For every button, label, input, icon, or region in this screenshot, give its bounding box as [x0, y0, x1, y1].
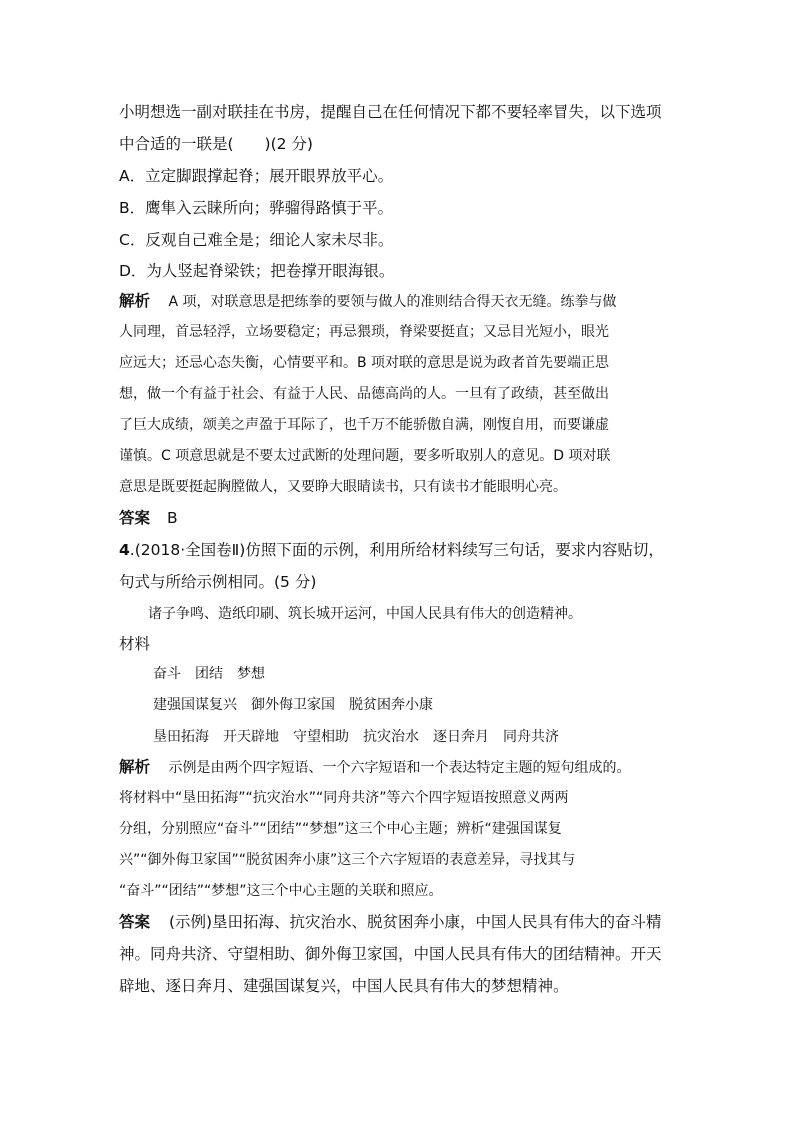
q4-analysis-line-2: 将材料中“垦田拓海”“抗灾治水”“同舟共济”等六个四字短语按照意义两两: [119, 790, 569, 806]
q4-stem-text-1: .(2018·全国卷Ⅱ)仿照下面的示例，利用所给材料续写三句话，要求内容贴切，: [129, 541, 664, 559]
q3-analysis-line-1: [119, 291, 617, 312]
q4-answer-line-3: 辟地、逐日奔月、建强国谋复兴，中国人民具有伟大的梦想精神。: [119, 977, 569, 995]
q3-answer-label: 答案: [119, 509, 151, 527]
q3-analysis-line-4: 想，做一个有益于社会、有益于人民、品德高尚的人。一旦有了政绩，甚至做出: [119, 386, 609, 402]
q3-option-b: B．鹰隼入云睐所向；骅骝得路慎于平。: [119, 199, 394, 217]
q3-analysis-text-1: A 项，对联意思是把练拳的要领与做人的准则结合得天衣无缝。练拳与做: [168, 294, 617, 310]
q3-stem-line-1: 小明想选一副对联挂在书房，提醒自己在任何情况下都不要轻率冒失，以下选项: [119, 103, 662, 121]
q4-analysis-line-5: “奋斗”“团结”“梦想”这三个中心主题的关联和照应。: [119, 883, 443, 899]
q4-stem-line-2: 句式与所给示例相同。(5 分): [119, 573, 317, 591]
q4-analysis-line-1: [119, 757, 630, 778]
q4-material-line-2: 建强国谋复兴 御外侮卫家国 脱贫困奔小康: [153, 697, 433, 713]
q3-answer-value: B: [166, 509, 178, 527]
q4-material-line-1: 奋斗 团结 梦想: [153, 666, 265, 682]
q4-analysis-line-4: 兴”“御外侮卫家国”“脱贫困奔小康”这三个六字短语的表意差异，寻找其与: [119, 852, 576, 868]
q4-analysis-text-1: 示例是由两个四字短语、一个六字短语和一个表达特定主题的短句组成的。: [168, 760, 631, 776]
q4-analysis-label: 解析: [119, 758, 151, 776]
q4-answer-text-1: (示例)垦田拓海、抗灾治水、脱贫困奔小康，中国人民具有伟大的奋斗精: [168, 913, 662, 931]
q3-analysis-label: 解析: [119, 292, 151, 310]
q3-analysis-line-5: 了巨大成绩，颂美之声盈于耳际了，也千万不能骄傲自满，刚愎自用，而要谦虚: [119, 417, 609, 433]
q4-number: 4: [119, 541, 130, 559]
q4-material-label: 材料: [119, 635, 151, 653]
q3-analysis-line-6: 谨慎。C 项意思就是不要太过武断的处理问题，要多听取别人的意见。D 项对联: [119, 448, 611, 464]
q3-analysis-line-2: 人同理，首忌轻浮，立场要稳定；再忌猥琐，脊梁要挺直；又忌目光短小，眼光: [119, 324, 609, 340]
q4-stem-line-1: [119, 540, 664, 560]
q3-analysis-line-7: 意思是既要挺起胸膛做人，又要睁大眼睛读书，只有读书才能眼明心亮。: [119, 479, 567, 495]
q3-answer-line: [119, 508, 178, 528]
q3-option-c: C．反观自己难全是；细论人家未尽非。: [119, 231, 394, 249]
q3-option-d: D．为人竖起脊梁铁；把卷撑开眼海银。: [119, 262, 395, 280]
q4-analysis-line-3: 分组，分别照应“奋斗”“团结”“梦想”这三个中心主题；辨析“建强国谋复: [119, 821, 562, 837]
q4-answer-line-2: 神。同舟共济、守望相助、御外侮卫家国，中国人民具有伟大的团结精神。开天: [119, 945, 662, 963]
q3-stem-line-2: 中合适的一联是( )(2 分): [119, 135, 313, 153]
q4-example: 诸子争鸣、造纸印刷、筑长城开运河，中国人民具有伟大的创造精神。: [148, 606, 582, 622]
q4-answer-label: 答案: [119, 913, 151, 931]
q4-answer-line-1: [119, 912, 662, 932]
q3-analysis-line-3: 应远大；还忌心态失衡，心情要平和。B 项对联的意思是说为政者首先要端正思: [119, 355, 610, 371]
q3-option-a: A．立定脚跟撑起脊；展开眼界放平心。: [119, 167, 394, 185]
q4-material-line-3: 垦田拓海 开天辟地 守望相助 抗灾治水 逐日奔月 同舟共济: [153, 729, 559, 745]
